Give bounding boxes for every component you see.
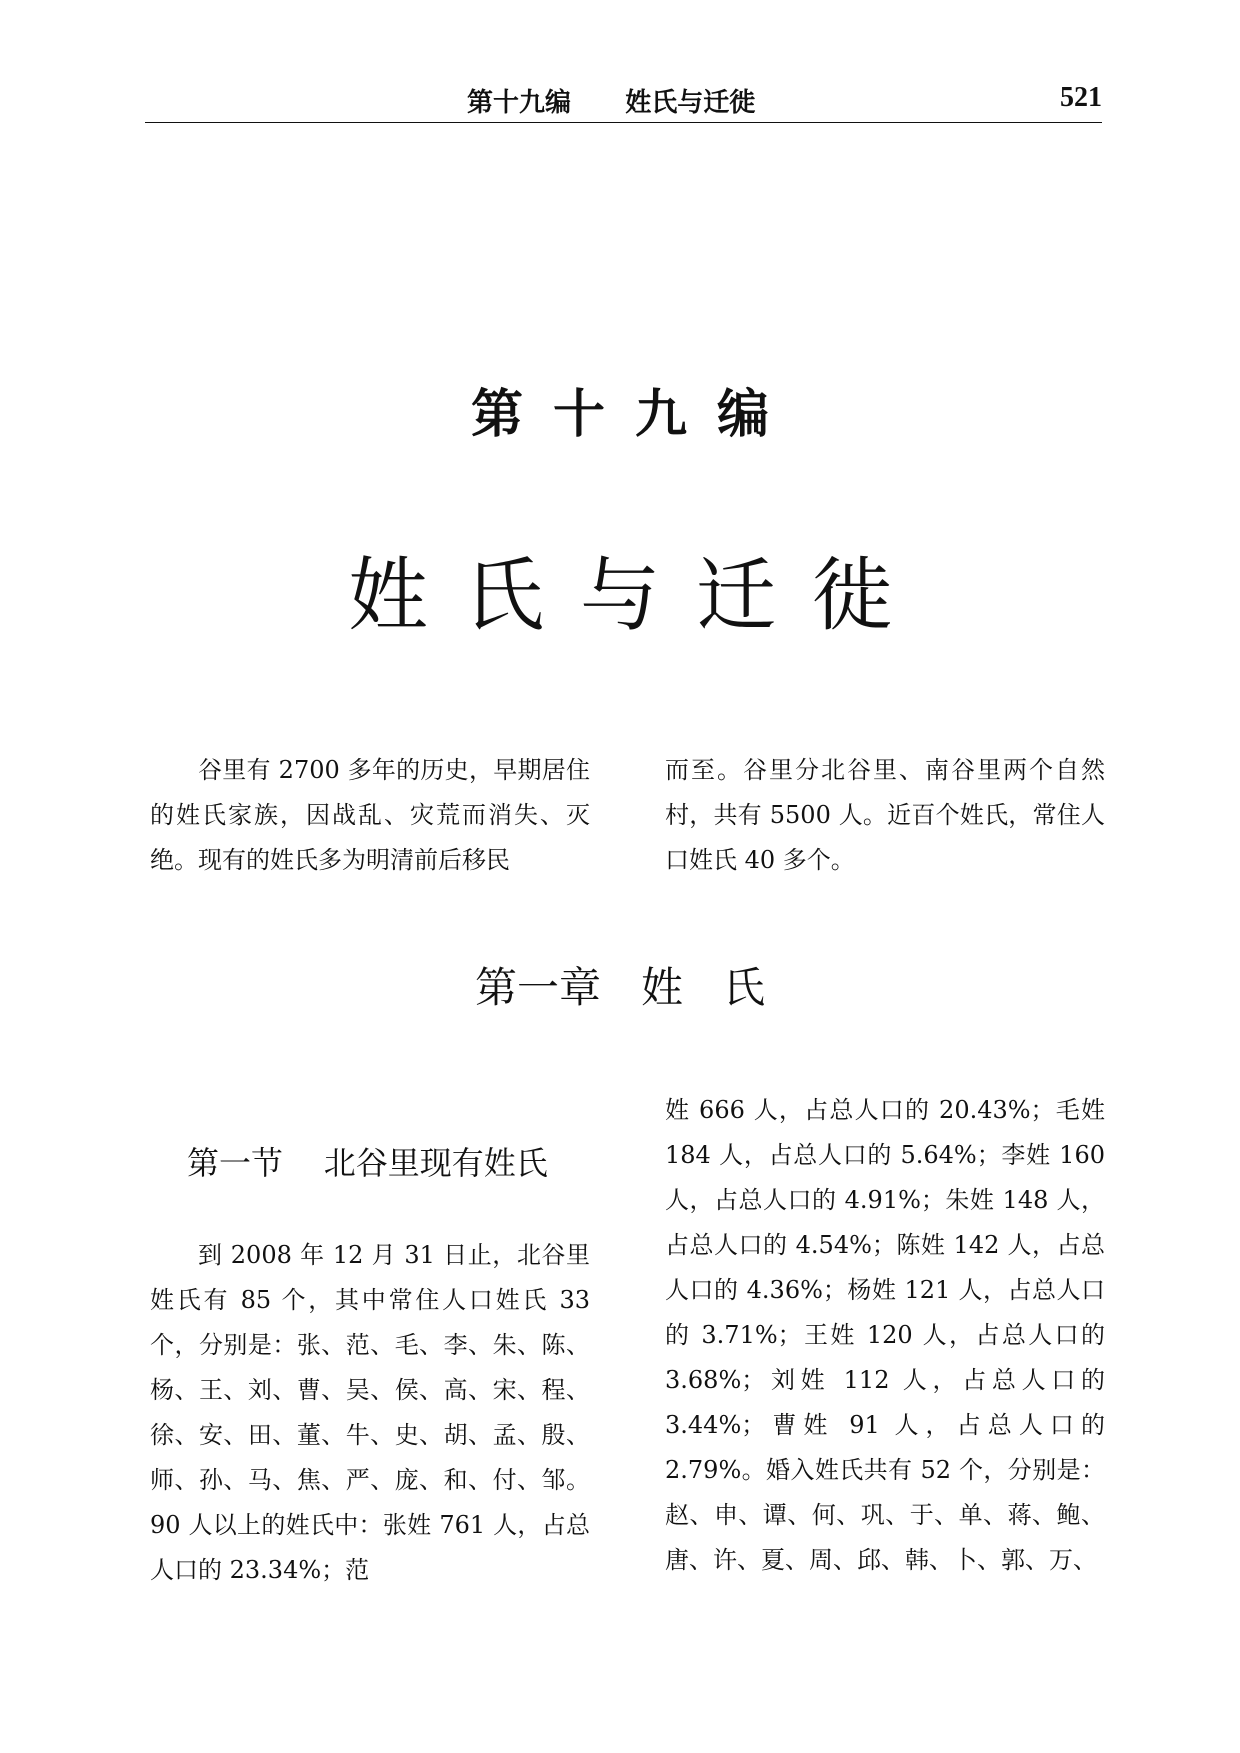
section-title: 第一节 北谷里现有姓氏 <box>187 1144 548 1182</box>
intro-paragraph-start: 谷里有 2700 多年的历史，早期居住的姓氏家族，因战乱、灾荒而消失、灭绝。现有的姓氏多为明清前后移民 <box>150 756 590 874</box>
page-number: 521 <box>1060 82 1102 113</box>
body-column-right <box>665 1088 1105 1583</box>
running-header-title: 第十九编 姓氏与迁徙 <box>467 88 756 118</box>
body-paragraph-continued: 姓 666 人，占总人口的 20.43%；毛姓 184 人，占总人口的 5.64%；李姓 160 人，占总人口的 4.91%；朱姓 148 人，占总人口的 4.54%；陈姓 142 人，占总人口的 4.36%；杨姓 121 人，占总人口的 3.71%；王姓 120 人，占总人口的 3.68%；刘姓 112 人，占总人口的 3.44%；曹姓 91 人，占总人口的 2.79%。婚入姓氏共有 52 个，分别是：赵、申、谭、何、巩、于、单、蒋、鲍、唐、许、夏、周、邱、韩、卜、郭、万、 <box>665 1096 1105 1574</box>
intro-paragraph-continued: 而至。谷里分北谷里、南谷里两个自然村，共有 5500 人。近百个姓氏，常住人口姓氏 40 多个。 <box>665 756 1105 874</box>
intro-column-left <box>150 748 590 883</box>
running-header <box>145 82 1102 123</box>
body-column-left <box>150 1233 590 1593</box>
body-paragraph-start: 到 2008 年 12 月 31 日止，北谷里姓氏有 85 个，其中常住人口姓氏 33 个，分别是：张、范、毛、李、朱、陈、杨、王、刘、曹、吴、侯、高、宋、程、徐、安、田、董、牛、史、胡、孟、殷、师、孙、马、焦、严、庞、和、付、邹。90 人以上的姓氏中：张姓 761 人，占总人口的 23.34%；范 <box>150 1241 590 1584</box>
intro-column-right <box>665 748 1105 883</box>
chapter-title: 第一章 姓 氏 <box>474 963 766 1012</box>
part-title-heading: 姓氏与迁徙 <box>348 549 928 642</box>
part-number-heading: 第十九编 <box>470 385 799 445</box>
